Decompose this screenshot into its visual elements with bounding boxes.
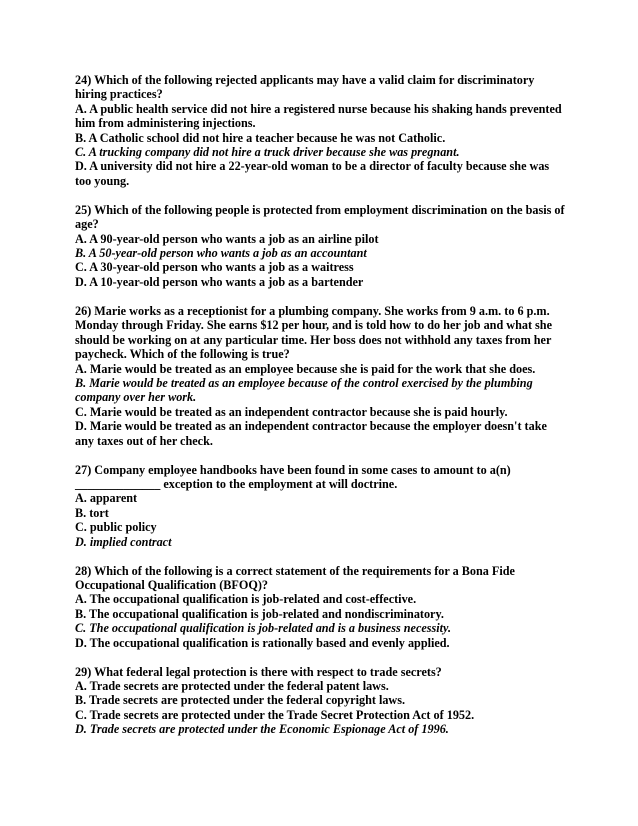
- question-stem: 24) Which of the following rejected applicants may have a valid claim for discriminatory hiring practices?: [75, 73, 535, 102]
- answer-option-c: C. A 30-year-old person who wants a job as a waitress: [75, 260, 354, 275]
- answer-option-c-correct: C. A trucking company did not hire a truck driver because she was pregnant.: [75, 145, 460, 160]
- answer-option-d: D. Marie would be treated as an independent contractor because the employer doesn't take any taxes out of her check.: [75, 419, 547, 448]
- answer-option-b-correct: B. A 50-year-old person who wants a job as an accountant: [75, 246, 367, 261]
- question-stem: 25) Which of the following people is protected from employment discrimination on the basis of age?: [75, 202, 565, 232]
- answer-option-b: B. Trade secrets are protected under the federal copyright laws.: [75, 693, 406, 708]
- question-24: [75, 73, 565, 188]
- answer-option-d-correct: D. implied contract: [75, 534, 172, 549]
- answer-option-b: B. A Catholic school did not hire a teacher because he was not Catholic.: [75, 130, 446, 145]
- question-26: [75, 304, 565, 448]
- question-stem: 29) What federal legal protection is there with respect to trade secrets?: [75, 664, 442, 679]
- answer-option-d: D. A university did not hire a 22-year-old woman to be a director of faculty because she was too young.: [75, 159, 550, 188]
- answer-option-c: C. Trade secrets are protected under the Trade Secret Protection Act of 1952.: [75, 707, 475, 722]
- question-stem: 27) Company employee handbooks have been found in some cases to amount to a(n) ______________ exception to the employment at will doctrine.: [75, 462, 511, 491]
- document-page: [75, 73, 565, 751]
- answer-option-a: A. Marie would be treated as an employee because she is paid for the work that she does.: [75, 361, 536, 376]
- answer-option-c-correct: C. The occupational qualification is job-related and is a business necessity.: [75, 621, 452, 636]
- answer-option-c: C. public policy: [75, 520, 157, 535]
- question-27: [75, 463, 565, 549]
- question-28: [75, 564, 565, 650]
- answer-option-a: A. A 90-year-old person who wants a job as an airline pilot: [75, 231, 379, 246]
- question-stem: 28) Which of the following is a correct statement of the requirements for a Bona Fide Occupational Qualification (BFOQ)?: [75, 563, 515, 592]
- answer-option-a: A. A public health service did not hire a registered nurse because his shaking hands prevented him from administering injections.: [75, 101, 562, 131]
- answer-option-a: A. Trade secrets are protected under the federal patent laws.: [75, 679, 389, 693]
- answer-option-a: A. apparent: [75, 491, 138, 506]
- answer-option-c: C. Marie would be treated as an independent contractor because she is paid hourly.: [75, 404, 508, 419]
- question-25: [75, 203, 565, 289]
- answer-option-b: B. tort: [75, 505, 109, 520]
- answer-option-b: B. The occupational qualification is job-related and nondiscriminatory.: [75, 606, 444, 621]
- answer-option-b-correct: B. Marie would be treated as an employee because of the control exercised by the plumbing company over her work.: [75, 375, 533, 405]
- question-stem: 26) Marie works as a receptionist for a plumbing company. She works from 9 a.m. to 6 p.m. Monday through Friday. She earns $12 per hour, and is told how to do her job and what she should be working on at any particular time. Her boss does not withhold any taxes from her paycheck. Which of the following is true?: [75, 303, 552, 362]
- answer-option-a: A. The occupational qualification is job-related and cost-effective.: [75, 592, 417, 607]
- answer-option-d: D. The occupational qualification is rationally based and evenly applied.: [75, 635, 450, 650]
- answer-option-d-correct: D. Trade secrets are protected under the Economic Espionage Act of 1996.: [75, 722, 449, 737]
- answer-option-d: D. A 10-year-old person who wants a job as a bartender: [75, 274, 364, 289]
- question-29: [75, 665, 565, 737]
